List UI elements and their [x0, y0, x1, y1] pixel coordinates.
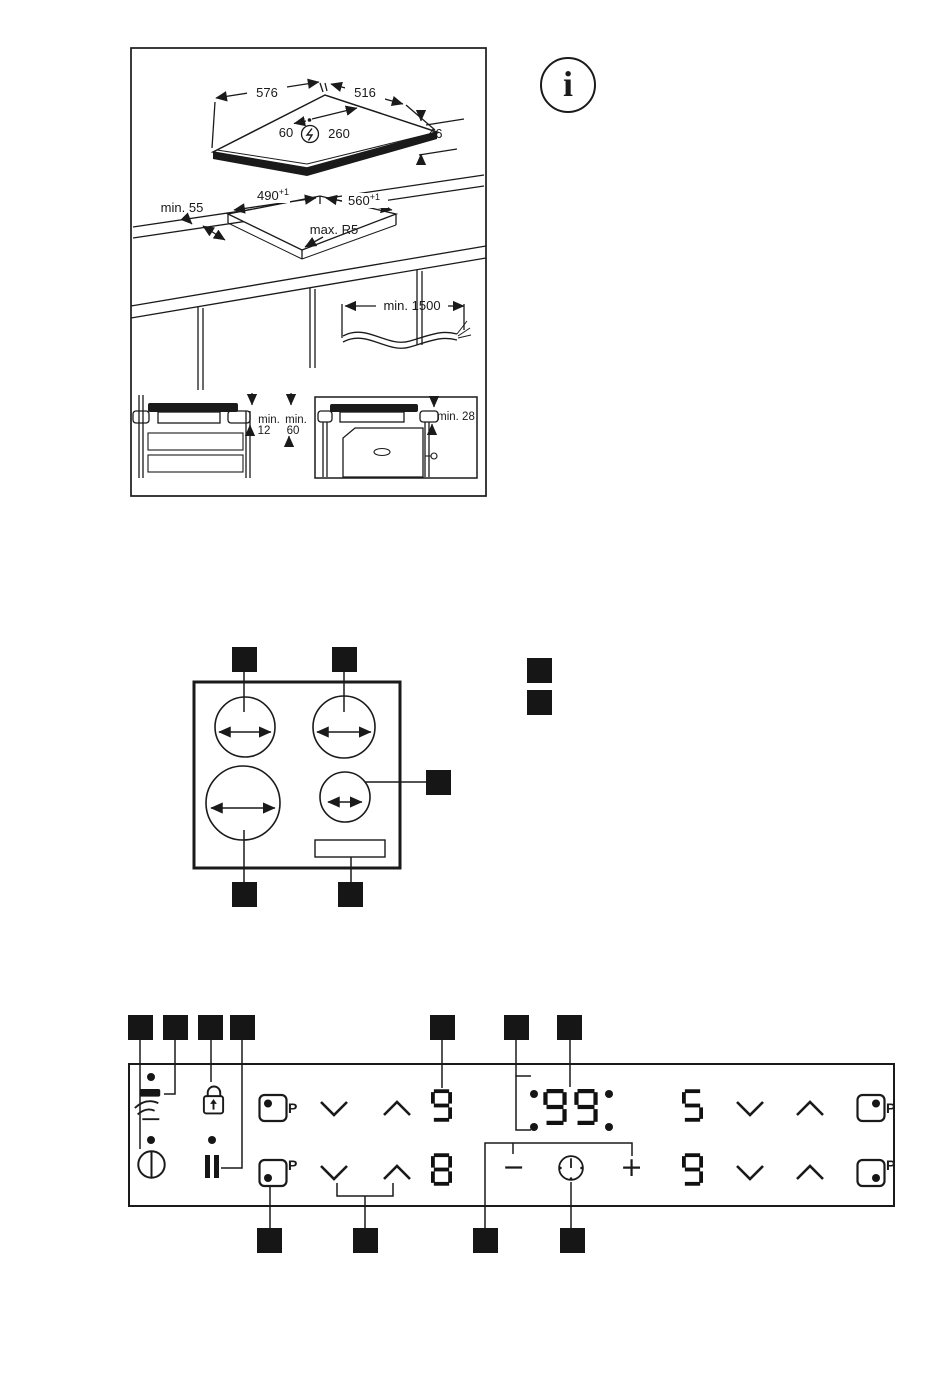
- indicator-dot: [208, 1136, 216, 1144]
- chevron-up-icon: [382, 1164, 412, 1181]
- hob-drawing: [213, 95, 437, 176]
- label-shelf-value: 60: [286, 425, 300, 437]
- chevron-down-icon: [735, 1164, 765, 1181]
- timer-indicator-dot: [530, 1090, 538, 1098]
- signal-waves-icon: [132, 1087, 164, 1125]
- lock-icon: [201, 1081, 226, 1118]
- plus-icon: +: [620, 1152, 643, 1183]
- svg-text:P: P: [288, 1100, 298, 1116]
- pan-power-icon-front-left: [258, 1158, 300, 1188]
- heat-display-front-left: [431, 1153, 452, 1186]
- indicator-dot: [147, 1073, 155, 1081]
- info-glyph: i: [562, 64, 573, 104]
- control-panel-outline: [128, 1063, 895, 1207]
- label-hob-height: 46: [428, 126, 443, 141]
- cooktop-drawing: [180, 640, 580, 930]
- chevron-up-icon: [795, 1100, 825, 1117]
- pan-power-icon-front-right: [856, 1158, 898, 1188]
- minus-icon: −: [502, 1152, 525, 1183]
- svg-text:P: P: [288, 1158, 298, 1173]
- zone-diameter-arrows: [211, 732, 371, 808]
- chevron-up-icon: [382, 1100, 412, 1117]
- label-offset-left: 60: [278, 125, 294, 140]
- legend-square-1: [527, 658, 552, 683]
- callout-pause: [230, 1015, 255, 1040]
- callout-zone-back-right: [332, 647, 357, 672]
- heat-display-back-left: [431, 1089, 452, 1122]
- callout-zone-back-left: [232, 647, 257, 672]
- callout-power: [128, 1015, 153, 1040]
- svg-text:P: P: [886, 1158, 896, 1173]
- callout-zone-front-right: [426, 770, 451, 795]
- label-cable-length: min. 1500: [383, 298, 441, 313]
- clock-icon: [556, 1153, 586, 1183]
- label-shelf-min: min.: [285, 414, 307, 426]
- info-icon: [540, 57, 596, 113]
- timer-display: [542, 1089, 599, 1125]
- control-panel-figure: [0, 1005, 950, 1285]
- rear-clearance-arrows: [185, 217, 225, 240]
- callout-timer-clock: [560, 1228, 585, 1253]
- callout-lock: [198, 1015, 223, 1040]
- inset-oven-clearance: [315, 397, 477, 478]
- zone-front-left: [206, 766, 280, 840]
- installation-figure: [130, 47, 487, 497]
- power-on-off-icon: [136, 1149, 167, 1180]
- chevron-up-icon: [795, 1164, 825, 1181]
- installation-drawing: [130, 47, 487, 497]
- label-cutout-depth: $490^{+1}$: [257, 187, 289, 203]
- control-panel-area: [315, 840, 385, 857]
- callout-zone-front-left: [232, 882, 257, 907]
- label-rear-clearance: min. 55: [160, 200, 204, 215]
- label-cutout-width: $560^{+1}$: [348, 192, 380, 208]
- legend-square-2: [527, 690, 552, 715]
- timer-indicator-dot: [605, 1090, 613, 1098]
- label-drawer-value: 12: [257, 425, 271, 437]
- heat-display-back-right: [682, 1089, 703, 1122]
- label-oven-clearance: min. 28: [437, 411, 475, 423]
- label-offset-right: 260: [328, 126, 350, 141]
- timer-indicator-dot: [530, 1123, 538, 1131]
- chevron-down-icon: [735, 1100, 765, 1117]
- cooktop-layout-figure: [180, 640, 580, 930]
- chevron-down-icon: [319, 1100, 349, 1117]
- pan-power-icon-back-left: [258, 1093, 300, 1123]
- callout-heat-display: [430, 1015, 455, 1040]
- label-corner-radius: max. R5: [309, 222, 359, 237]
- callout-signal: [163, 1015, 188, 1040]
- timer-indicator-dot: [605, 1123, 613, 1131]
- indicator-dot: [147, 1136, 155, 1144]
- label-top-width: 576: [256, 85, 278, 100]
- callout-control-panel: [338, 882, 363, 907]
- callout-timer-display: [557, 1015, 582, 1040]
- chevron-down-icon: [319, 1164, 349, 1181]
- pause-icon: [205, 1155, 210, 1178]
- callout-timer-indicators: [504, 1015, 529, 1040]
- heat-display-front-right: [682, 1153, 703, 1186]
- callout-heat-setting: [353, 1228, 378, 1253]
- label-drawer-min: min.: [258, 414, 280, 426]
- pause-icon: [214, 1155, 219, 1178]
- callout-timer-adjust: [473, 1228, 498, 1253]
- zone-front-right: [320, 772, 370, 822]
- callout-zone-select: [257, 1228, 282, 1253]
- svg-text:P: P: [886, 1100, 896, 1116]
- zone-back-left: [215, 697, 275, 757]
- pan-power-icon-back-right: [856, 1093, 898, 1123]
- label-side-width: 516: [354, 85, 376, 100]
